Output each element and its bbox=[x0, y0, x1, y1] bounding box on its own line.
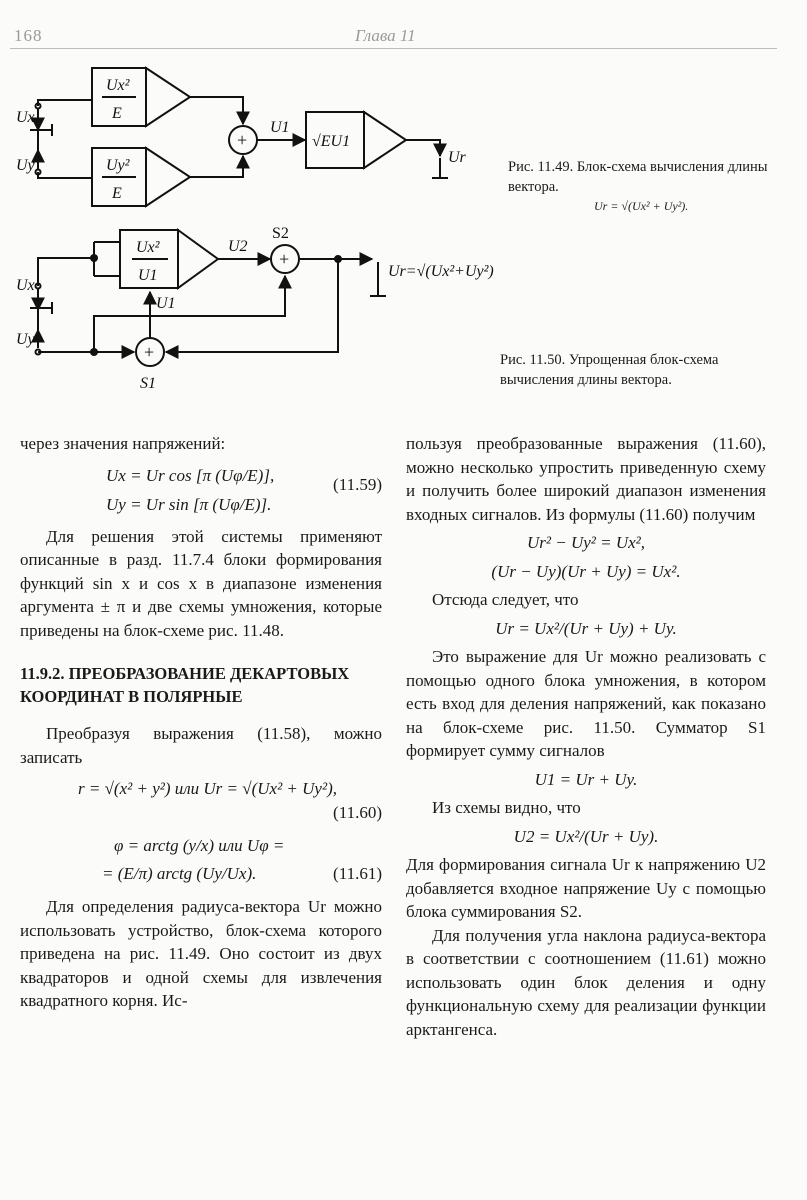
fig49-ux-label: Ux bbox=[16, 109, 35, 126]
eq-right-b: (Ur − Uy)(Ur + Uy) = Ux². bbox=[491, 561, 681, 581]
fig50-u1-label: U1 bbox=[156, 295, 176, 312]
amplifier-triangle-x bbox=[146, 68, 190, 126]
fig50-uy-label: Uy bbox=[16, 331, 35, 348]
ur-output-arrow bbox=[406, 140, 440, 156]
wire-to-summer-top bbox=[190, 97, 243, 124]
amplifier-triangle-y bbox=[146, 148, 190, 206]
left-intro: через значения напряжений: bbox=[20, 434, 226, 453]
right-para-1: пользуя преобразованные выражения (11.60), можно несколько упростить приведенную схему и получить более широкий диапазон изменения входных сигналов. Из формулы (11.60) получим bbox=[406, 434, 766, 524]
section-heading: 11.9.2. ПРЕОБРАЗОВАНИЕ ДЕКАРТОВЫХ КООРДИНАТ В ПОЛЯРНЫЕ bbox=[20, 664, 350, 706]
fig50-s2-sign: + bbox=[279, 249, 290, 269]
right-column bbox=[406, 432, 766, 1041]
eq-right-e: U2 = Ux²/(Ur + Uy). bbox=[513, 826, 659, 846]
chapter-title: Глава 11 bbox=[355, 26, 416, 45]
fig50-u2-label: U2 bbox=[228, 238, 248, 255]
eq-11-60 bbox=[78, 777, 382, 801]
fig49-formula: Ur = √(Ux² + Uy²). bbox=[594, 199, 689, 213]
right-para-3: Это выражение для Ur можно реализовать с помощью одного блока умножения, в котором есть вход для деления напряжений, как показано на блок-схеме рис. 11.50. Сумматор S1 формирует сумму сигналов bbox=[406, 647, 766, 760]
right-para-2: Отсюда следует, что bbox=[432, 590, 579, 609]
right-para-4: Из схемы видно, что bbox=[432, 798, 581, 817]
fig49-sqrt-label: √EU1 bbox=[312, 133, 351, 150]
figure-11-50-diagram bbox=[30, 230, 386, 366]
right-para-6: Для получения угла наклона радиуса-вектора в соответствии с соотношением (11.61) можно использовать один блок деления и одну функциональную схему для реализации функции арктангенса. bbox=[406, 925, 766, 1039]
fig49-caption: Рис. 11.49. Блок-схема вычисления длины вектора. bbox=[508, 159, 768, 195]
fig50-ux-label: Ux bbox=[16, 277, 35, 294]
eq-11-60-text: r = √(x² + y²) или Ur = √(Ux² + Uy²), bbox=[78, 779, 337, 798]
ux-wire bbox=[38, 100, 92, 106]
eq-11-61-number: (11.61) bbox=[333, 863, 382, 883]
fig49-block2-denominator: E bbox=[112, 185, 122, 202]
junction-dot bbox=[91, 255, 97, 261]
fig50-ur-label: Ur=√(Ux²+Uy²) bbox=[388, 263, 494, 280]
eq-11-61-a bbox=[114, 834, 382, 858]
fig49-uy-label: Uy bbox=[16, 157, 35, 174]
fig49-summer-sign: + bbox=[237, 130, 248, 150]
fig50-div-numerator: Ux² bbox=[136, 239, 160, 256]
fig49-u1-label: U1 bbox=[270, 119, 290, 136]
amplifier-triangle bbox=[178, 230, 218, 288]
eq-11-60-number: (11.60) bbox=[333, 802, 382, 822]
page-number: 168 bbox=[14, 26, 43, 45]
wire-to-summer-bottom bbox=[190, 156, 243, 177]
eq-11-61-b bbox=[102, 862, 382, 886]
eq-right-d: U1 = Ur + Uy. bbox=[534, 769, 638, 789]
feedback-wire bbox=[166, 259, 338, 352]
left-para-2: Преобразуя выражения (11.58), можно записать bbox=[20, 724, 382, 767]
eq-11-59-number: (11.59) bbox=[333, 475, 382, 494]
fig50-caption: Рис. 11.50. Упрощенная блок-схема вычисления длины вектора. bbox=[500, 352, 719, 388]
left-column bbox=[20, 432, 382, 1013]
fig50-s2-label: S2 bbox=[272, 225, 289, 242]
eq-right-a: Ur² − Uy² = Ux², bbox=[526, 533, 646, 552]
uy-wire bbox=[38, 172, 92, 178]
fig49-block1-denominator: E bbox=[112, 105, 122, 122]
eq-11-59-b-text: Uy = Ur sin [π (Uφ/E)]. bbox=[106, 495, 272, 514]
fig50-s1-label: S1 bbox=[140, 375, 156, 392]
fig50-s1-sign: + bbox=[144, 342, 155, 362]
left-para-3: Для определения радиуса-вектора Ur можно использовать устройство, блок-схема которого приведена на рис. 11.49. Оно состоит из двух квадраторов и одной схемы для извлечения квадратного корня. Ис- bbox=[20, 897, 382, 1010]
fig49-ur-label: Ur bbox=[448, 149, 466, 166]
left-para-1: Для решения этой системы применяют описанные в разд. 11.7.4 блоки формирования функций sin x и cos x в диапазоне изменения аргумента ± π и две схемы умножения, которые приведены на блок-схеме рис. 11.48. bbox=[20, 526, 382, 640]
eq-11-61-b-text: = (E/π) arctg (Uy/Ux). bbox=[102, 863, 257, 883]
fig50-div-denominator: U1 bbox=[138, 267, 158, 284]
ux-wire bbox=[38, 258, 94, 286]
fig49-block1-numerator: Ux² bbox=[106, 77, 130, 94]
fig49-block2-numerator: Uy² bbox=[106, 157, 130, 174]
eq-11-61-a-text: φ = arctg (y/x) или Uφ = bbox=[114, 836, 285, 855]
right-para-5: Для формирования сигнала Ur к напряжению U2 добавляется входное напряжение Uy с помощью блока суммирования S2. bbox=[406, 855, 766, 921]
amplifier-triangle-out bbox=[364, 112, 406, 168]
eq-11-59-a-text: Ux = Ur cos [π (Uφ/E)], bbox=[106, 465, 275, 485]
eq-right-c: Ur = Ux²/(Ur + Uy) + Uy. bbox=[495, 618, 677, 638]
